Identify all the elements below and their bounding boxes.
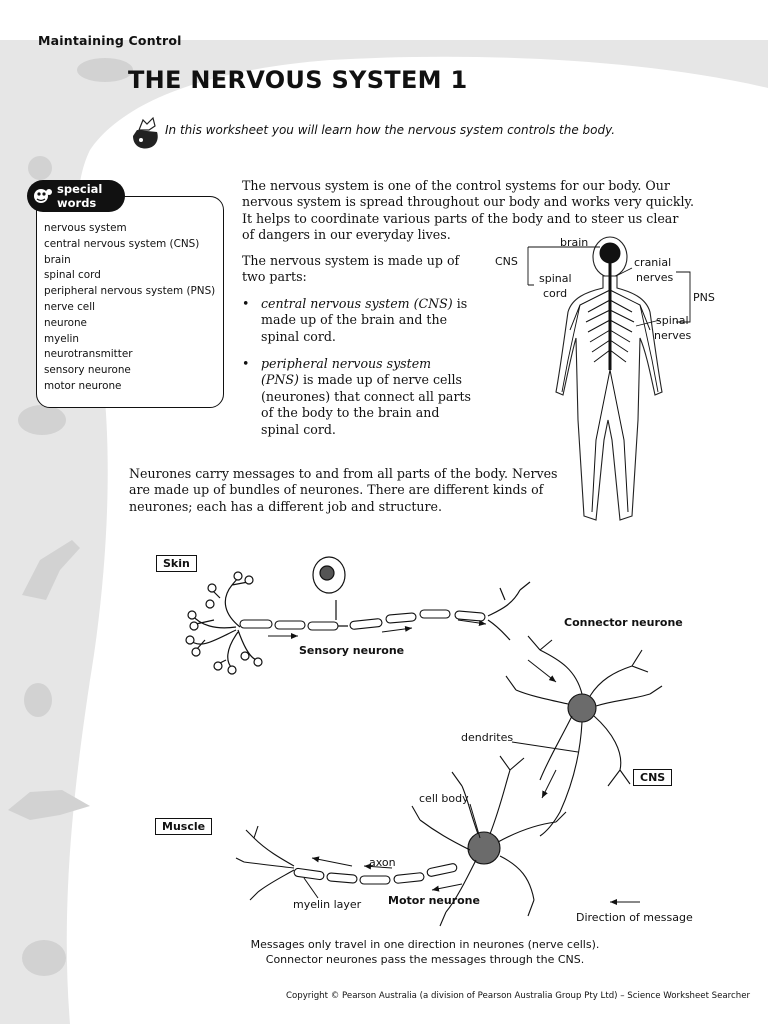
diagram-arrows bbox=[268, 620, 640, 902]
label-sensory-neurone: Sensory neurone bbox=[299, 644, 405, 657]
special-word: myelin bbox=[44, 332, 80, 345]
bullet-cns bbox=[242, 296, 471, 345]
special-words-heading-line2: words bbox=[57, 196, 97, 210]
connector-neurone-drawing bbox=[506, 636, 662, 836]
special-word: neurotransmitter bbox=[44, 348, 133, 361]
label-cranial-nerves: nerves bbox=[636, 271, 674, 284]
special-word: peripheral nervous system (PNS) bbox=[44, 285, 216, 298]
label-cranial: cranial bbox=[634, 256, 672, 269]
label-pns-body: PNS bbox=[693, 291, 715, 304]
label-skin: Skin bbox=[156, 555, 197, 572]
special-words-heading-line1: special bbox=[57, 182, 103, 196]
label-spinal-nerves-1: spinal bbox=[656, 314, 689, 327]
special-word: neurone bbox=[44, 316, 87, 329]
special-word: brain bbox=[44, 253, 71, 266]
copyright-notice: Copyright © Pearson Australia (a division of Pearson Australia Group Pty Ltd) – Science Worksheet Searcher bbox=[286, 991, 751, 1001]
paragraph-neurones: Neurones carry messages to and from all parts of the body. Nerves are made up of bundles of neurones. There are different kinds of neurones; each has a different job and structure. bbox=[129, 466, 558, 514]
page-title: THE NERVOUS SYSTEM 1 bbox=[128, 66, 468, 94]
label-cord: cord bbox=[543, 287, 568, 300]
special-word: nervous system bbox=[44, 222, 127, 234]
section-heading: Maintaining Control bbox=[38, 33, 182, 48]
intro-text: In this worksheet you will learn how the nervous system controls the body. bbox=[165, 123, 616, 137]
label-connector-neurone: Connector neurone bbox=[564, 616, 683, 629]
label-spinal: spinal bbox=[539, 272, 572, 285]
special-word: motor neurone bbox=[44, 379, 122, 392]
label-dendrites: dendrites bbox=[461, 731, 514, 744]
special-words-icon bbox=[33, 187, 53, 205]
special-word: nerve cell bbox=[44, 300, 95, 313]
caption-line-2: Connector neurones pass the messages through the CNS. bbox=[265, 953, 585, 966]
label-brain: brain bbox=[560, 236, 589, 249]
intro-icon bbox=[129, 116, 163, 152]
bullet-dot: • bbox=[242, 356, 250, 371]
label-myelin-layer: myelin layer bbox=[293, 898, 362, 911]
label-muscle: Muscle bbox=[155, 818, 212, 835]
paragraph-two-parts: The nervous system is made up of two parts: bbox=[242, 253, 460, 285]
bullet-pns-text: is made up of nerve cells (neurones) that connect all parts of the body to the brain and spinal cord. bbox=[261, 372, 471, 437]
caption-line-1: Messages only travel in one direction in neurones (nerve cells). bbox=[250, 938, 600, 951]
bullet-dot: • bbox=[242, 296, 250, 311]
label-axon: axon bbox=[369, 856, 396, 869]
special-word: sensory neurone bbox=[44, 364, 131, 377]
special-words-badge bbox=[27, 180, 125, 212]
special-words-list bbox=[44, 221, 215, 395]
label-cns-body: CNS bbox=[495, 255, 518, 268]
label-cns-neurone: CNS bbox=[633, 769, 672, 786]
label-cell-body: cell body bbox=[419, 792, 469, 805]
label-motor-neurone: Motor neurone bbox=[388, 894, 480, 907]
bullet-cns-text: is made up of the brain and the spinal cord. bbox=[261, 296, 468, 344]
special-word: spinal cord bbox=[44, 269, 101, 282]
diagram-caption bbox=[235, 937, 615, 967]
label-spinal-nerves-2: nerves bbox=[654, 329, 692, 342]
bullet-cns-term: central nervous system (CNS) bbox=[261, 296, 453, 311]
bullet-pns-term: peripheral nervous system (PNS) bbox=[261, 356, 432, 388]
paragraph-intro: The nervous system is one of the control systems for our body. Our nervous system is spread throughout our body and works very quickly. It helps to coordinate various parts of the body and to steer us clear of dangers in our everyday lives. bbox=[242, 178, 695, 243]
label-direction-of-message: Direction of message bbox=[576, 911, 693, 924]
special-word: central nervous system (CNS) bbox=[44, 237, 200, 250]
bullet-pns bbox=[242, 356, 471, 438]
